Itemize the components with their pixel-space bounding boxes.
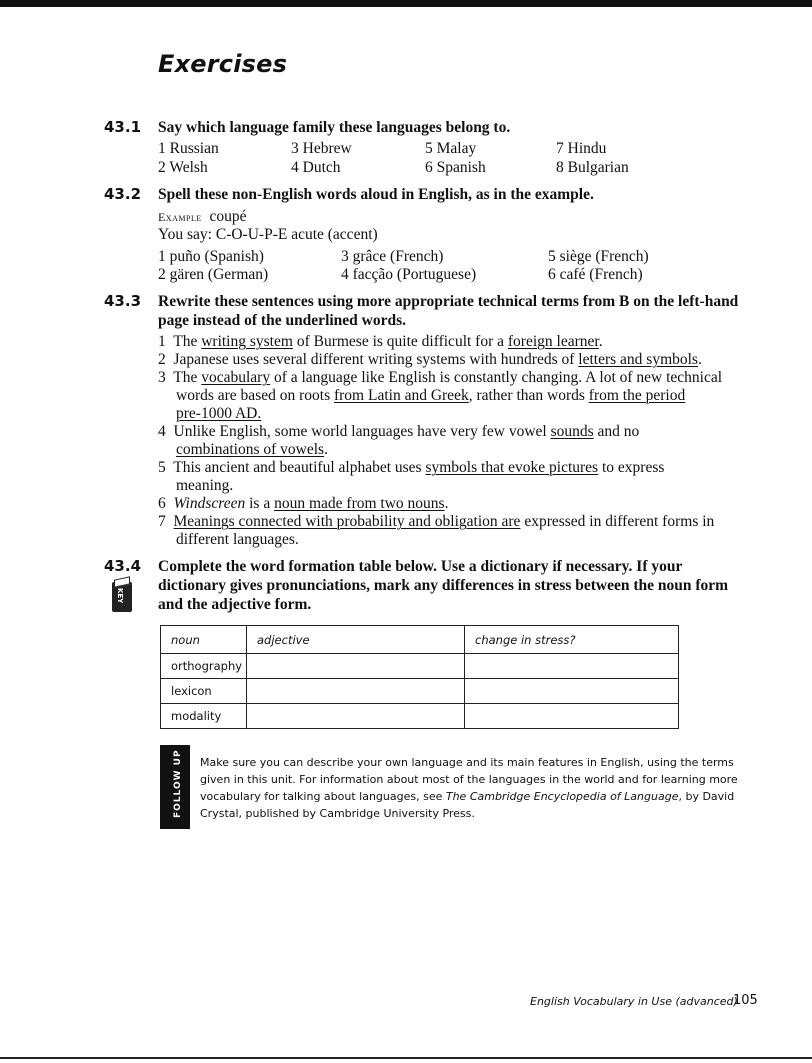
- column-header: noun: [161, 626, 247, 654]
- sentence-6: 6 Windscreen is a noun made from two nouns.: [158, 495, 449, 512]
- page-number: 105: [733, 993, 758, 1008]
- list-item: 4 facção (Portuguese): [341, 266, 477, 283]
- sentence-5-cont: meaning.: [176, 477, 234, 494]
- list-item: 2 Welsh: [158, 159, 208, 176]
- answer-key-icon: KEY: [112, 582, 132, 612]
- follow-up-text: Make sure you can describe your own language and its main features in English, using the terms given in this unit. For information about most of the languages in the world and for learning more vocabulary for talking about languages, see The Cambridge Encyclopedia of Language, by David Crystal, published by Cambridge University Press.: [200, 756, 738, 820]
- exercise-43-1-instruction: Say which language family these languages belong to.: [158, 119, 511, 136]
- list-item: 6 Spanish: [425, 159, 486, 176]
- exercise-number-43-4: 43.4: [104, 557, 142, 575]
- list-item: 1 Russian: [158, 140, 219, 157]
- list-item: 3 Hebrew: [291, 140, 352, 157]
- sentence-3-cont: words are based on roots from Latin and Greek, rather than words from the period: [176, 387, 686, 404]
- sentence-4-cont: combinations of vowels.: [176, 441, 328, 458]
- list-item: 8 Bulgarian: [556, 159, 629, 176]
- exercise-number-43-3: 43.3: [104, 292, 142, 310]
- list-item: 5 siège (French): [548, 248, 649, 265]
- list-item: 4 Dutch: [291, 159, 341, 176]
- sentence-4: 4 Unlike English, some world languages have very few vowel sounds and no: [158, 423, 640, 440]
- sentence-3-cont: pre-1000 AD.: [176, 405, 262, 422]
- follow-up-badge: FOLLOW UP: [160, 745, 190, 829]
- table-cell: modality: [161, 704, 247, 729]
- exercise-43-4-instruction: Complete the word formation table below. Use a dictionary if necessary. If your dictionary gives pronunciations, mark any differences in stress between the noun form and the adjective form.: [158, 558, 729, 613]
- table-header-row: [161, 626, 679, 654]
- example-answer: You say: C-O-U-P-E acute (accent): [158, 226, 378, 243]
- table-cell: orthography: [161, 654, 247, 679]
- exercise-43-3-instruction: Rewrite these sentences using more appropriate technical terms from B on the left-hand page instead of the underlined words.: [158, 293, 739, 329]
- exercise-number-43-1: 43.1: [104, 118, 142, 136]
- list-item: 6 café (French): [548, 266, 643, 283]
- sentence-7: 7 Meanings connected with probability and obligation are expressed in different forms in: [158, 513, 715, 530]
- table-row: [161, 704, 679, 729]
- table-cell: lexicon: [161, 679, 247, 704]
- page-title: Exercises: [158, 50, 288, 78]
- exercise-43-2-instruction: Spell these non-English words aloud in English, as in the example.: [158, 186, 594, 203]
- answer-cell[interactable]: [465, 654, 679, 679]
- list-item: 7 Hindu: [556, 140, 607, 157]
- sentence-1: 1 The writing system of Burmese is quite difficult for a foreign learner.: [158, 333, 603, 350]
- top-rule: [0, 0, 812, 7]
- word-formation-table: [160, 625, 679, 729]
- exercise-number-43-2: 43.2: [104, 185, 142, 203]
- list-item: 2 gären (German): [158, 266, 269, 283]
- answer-cell[interactable]: [465, 704, 679, 729]
- column-header: adjective: [247, 626, 465, 654]
- bottom-rule: [0, 1057, 812, 1059]
- list-item: 5 Malay: [425, 140, 477, 157]
- table-row: [161, 654, 679, 679]
- footer-book-title: English Vocabulary in Use (advanced): [530, 995, 738, 1008]
- column-header: change in stress?: [465, 626, 679, 654]
- answer-cell[interactable]: [247, 704, 465, 729]
- answer-cell[interactable]: [247, 654, 465, 679]
- sentence-7-cont: different languages.: [176, 531, 299, 548]
- sentence-2: 2 Japanese uses several different writing systems with hundreds of letters and symbols.: [158, 351, 702, 368]
- sentence-5: 5 This ancient and beautiful alphabet uses symbols that evoke pictures to express: [158, 459, 665, 476]
- answer-cell[interactable]: [465, 679, 679, 704]
- answer-cell[interactable]: [247, 679, 465, 704]
- sentence-3: 3 The vocabulary of a language like English is constantly changing. A lot of new technical: [158, 369, 723, 386]
- list-item: 1 puño (Spanish): [158, 248, 264, 265]
- list-item: 3 grâce (French): [341, 248, 444, 265]
- example-line: Example coupé: [158, 208, 247, 225]
- table-row: [161, 679, 679, 704]
